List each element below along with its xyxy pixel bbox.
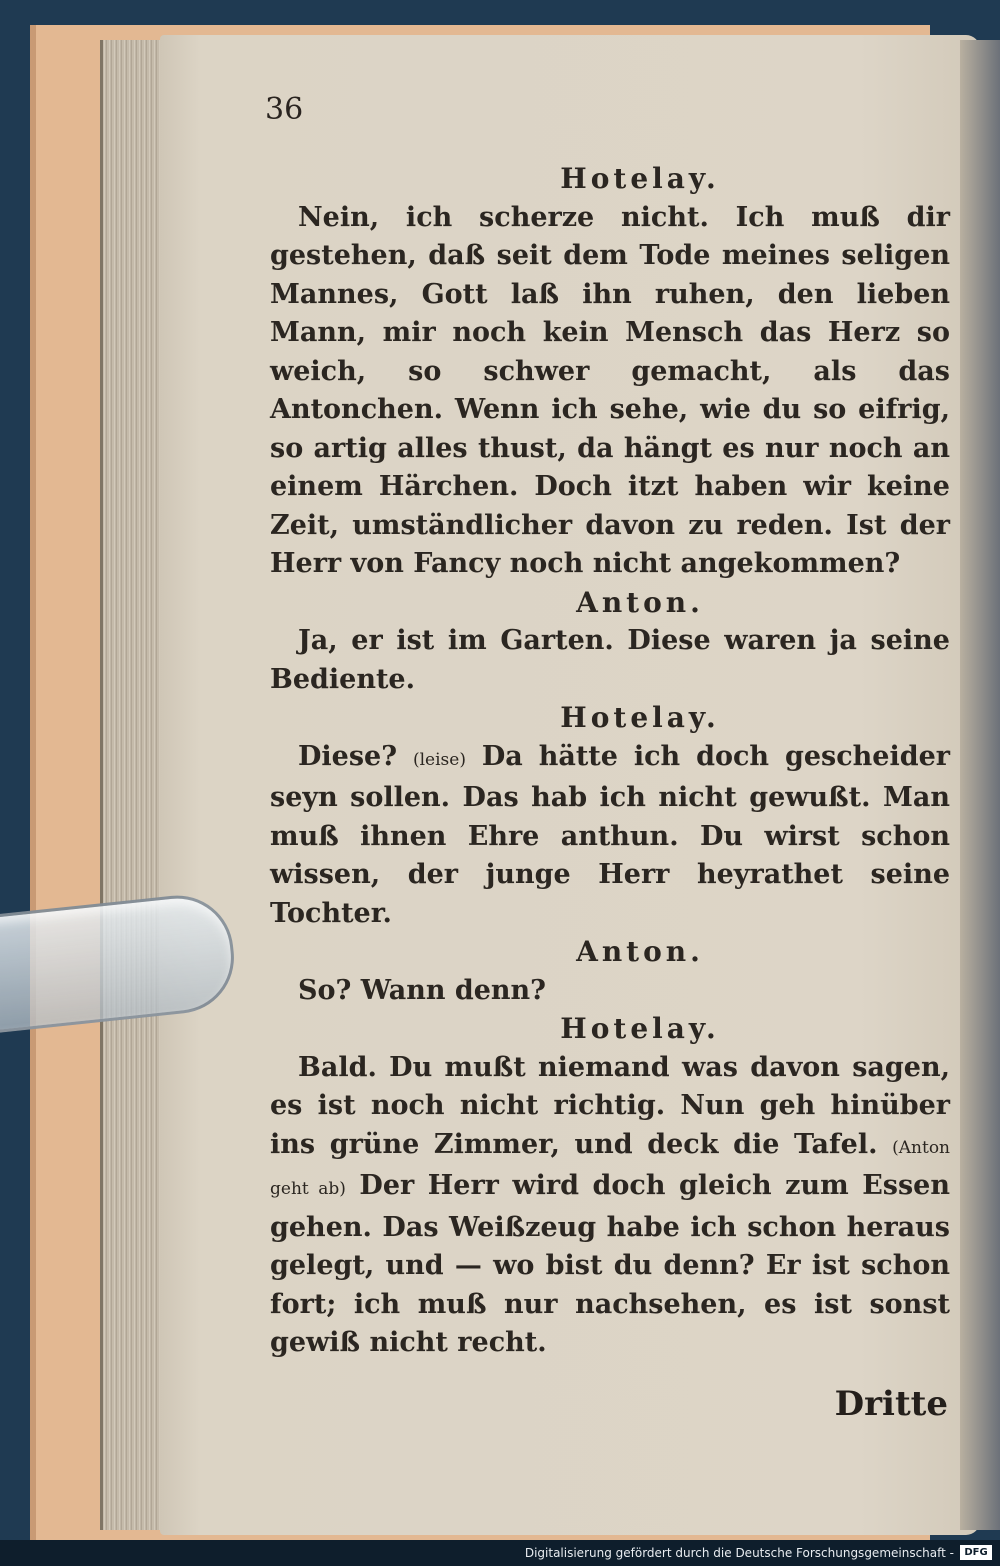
page-number: 36: [265, 92, 304, 127]
dialogue-text: Der Herr wird doch gleich zum Essen gehen. Das Weißzeug habe ich schon heraus gelegt, und — wo bist du denn? Er ist schon fort; ich muß nur nachsehen, es ist sonst gewiß nicht recht.: [270, 1170, 950, 1358]
dialogue-text: Da hätte ich doch gescheider seyn sollen. Das hab ich nicht gewußt. Man muß ihnen Ehre anthun. Du wirst schon wissen, der junge Herr heyrathet seine Tochter.: [270, 740, 951, 929]
dialogue-paragraph: [270, 1049, 950, 1363]
page-gutter-shadow: [960, 40, 1000, 1530]
speaker-name: Hotelay.: [560, 1012, 720, 1045]
speaker-name: Anton.: [576, 935, 704, 968]
dfg-logo-icon: DFG: [960, 1545, 992, 1560]
speaker-name: Hotelay.: [560, 162, 720, 195]
catchword: Dritte: [834, 1384, 948, 1424]
speaker-name: Anton.: [576, 585, 704, 619]
footer-credit: Digitalisierung gefördert durch die Deutsche Forschungsgemeinschaft -: [524, 1546, 954, 1560]
page-text: [270, 160, 950, 1363]
dialogue-text: Diese?: [298, 740, 398, 772]
dialogue-paragraph: So? Wann denn?: [298, 974, 546, 1006]
dialogue-paragraph: Nein, ich scherze nicht. Ich muß dir gestehen, daß seit dem Tode meines seligen Mannes, Gott laß ihn ruhen, den lieben Mann, mir noch kein Mensch das Herz so weich, so schwer gemacht, als das Antonchen. Wenn ich sehe, wie du so eifrig, so artig alles thust, da hängt es nur noch an einem Härchen. Doch itzt haben wir keine Zeit, umständlicher davon zu reden. Ist der Herr von Fancy noch nicht angekommen?: [270, 201, 950, 579]
stage-direction: (Anton geht ab): [270, 1137, 950, 1199]
footer-bar: [0, 1540, 1000, 1566]
stage-direction: (leise): [412, 749, 466, 770]
speaker-name: Hotelay.: [560, 701, 720, 734]
dialogue-paragraph: [270, 738, 950, 934]
cover-edge: [30, 25, 36, 1545]
dialogue-paragraph: Ja, er ist im Garten. Diese waren ja seine Bediente.: [270, 625, 950, 695]
dialogue-text: Bald. Du mußt niemand was davon sagen, es ist noch nicht richtig. Nun geh hinüber ins grüne Zimmer, und deck die Tafel.: [270, 1051, 950, 1160]
